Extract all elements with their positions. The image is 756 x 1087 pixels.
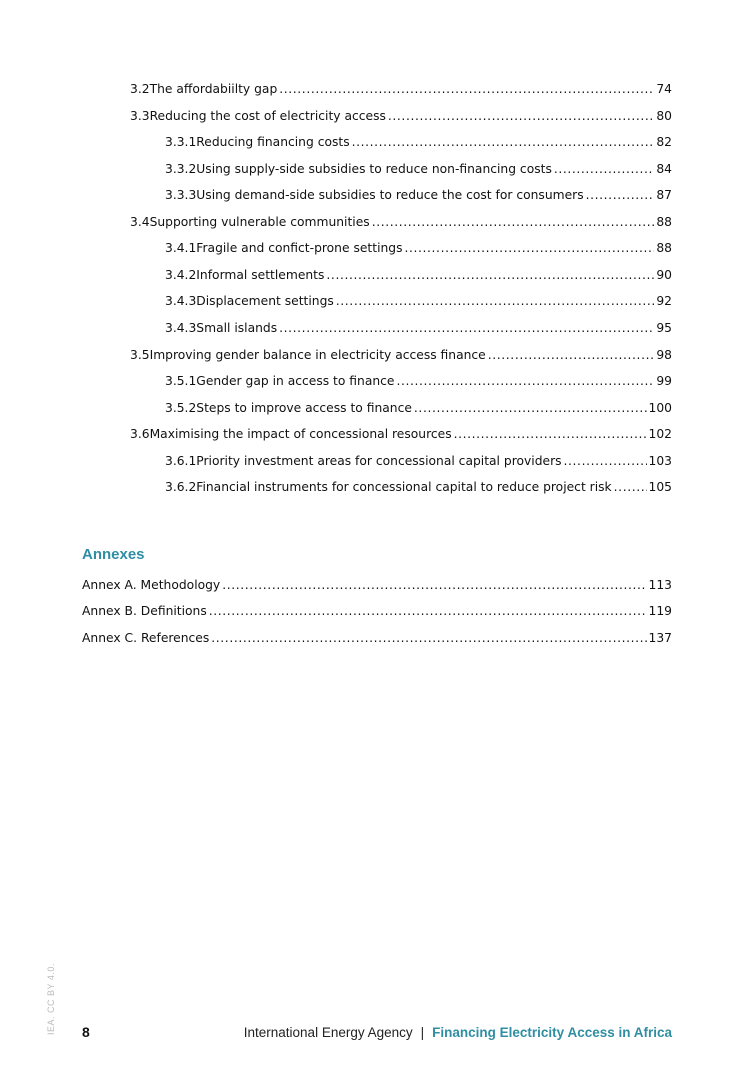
toc-entry-number: 3.5.2 <box>165 400 197 415</box>
annex-entry-title: Annex B. Definitions <box>82 604 207 619</box>
toc-entry[interactable] <box>130 348 672 368</box>
toc-entry-page: 98 <box>656 347 672 362</box>
toc-entry-title: Small islands <box>196 320 278 335</box>
toc-entry-number: 3.3.2 <box>165 161 197 176</box>
dot-leader <box>586 188 655 202</box>
toc-entry-number: 3.6 <box>130 427 150 442</box>
dot-leader <box>336 294 655 308</box>
toc-entry-title: Supporting vulnerable communities <box>149 214 370 229</box>
toc-entry-title: Financial instruments for concessional capital to reduce project risk <box>196 480 612 495</box>
toc-entry-title: Reducing the cost of electricity access <box>149 108 386 123</box>
toc-entry-number: 3.5 <box>130 347 150 362</box>
toc-entry-page: 74 <box>656 82 672 96</box>
footer <box>244 1025 672 1040</box>
toc-entry-page: 102 <box>648 427 672 442</box>
toc-entry-title: Reducing financing costs <box>196 135 350 150</box>
toc-entry-number: 3.6.1 <box>165 453 197 468</box>
dot-leader <box>352 135 655 149</box>
dot-leader <box>222 578 646 592</box>
toc-entry[interactable] <box>165 294 672 314</box>
dot-leader <box>211 631 646 645</box>
toc-entry-title: Displacement settings <box>196 294 334 309</box>
toc-entry-page: 82 <box>656 135 672 150</box>
toc-entry[interactable] <box>165 401 672 421</box>
toc-entry-page: 87 <box>656 188 672 203</box>
toc-entry[interactable] <box>165 268 672 288</box>
toc-entry-title: Gender gap in access to finance <box>196 374 395 389</box>
annex-entry[interactable] <box>82 604 672 624</box>
dot-leader <box>209 604 647 618</box>
toc-entry[interactable] <box>130 215 672 235</box>
toc-entry-number: 3.4.3 <box>165 294 197 309</box>
toc-entry-number: 3.6.2 <box>165 480 197 495</box>
toc-entry[interactable] <box>165 480 672 500</box>
toc-entry-title: Steps to improve access to finance <box>196 400 412 415</box>
toc-entry-title: The affordabiilty gap <box>149 82 278 96</box>
dot-leader <box>488 348 655 362</box>
toc-entry-page: 105 <box>648 480 672 495</box>
dot-leader <box>554 162 654 176</box>
annex-entry-title: Annex A. Methodology <box>82 578 221 592</box>
dot-leader <box>414 401 647 415</box>
toc-entry-number: 3.4.1 <box>165 241 197 256</box>
toc-entry[interactable] <box>130 427 672 447</box>
toc-entry-page: 95 <box>656 320 672 335</box>
dot-leader <box>326 268 654 282</box>
toc-entry-number: 3.3.1 <box>165 135 197 150</box>
footer-report-title: Financing Electricity Access in Africa <box>432 1025 672 1040</box>
footer-organization: International Energy Agency <box>243 1025 413 1040</box>
license-watermark: IEA. CC BY 4.0. <box>46 963 56 1035</box>
toc-entry-page: 88 <box>656 214 672 229</box>
toc-entry[interactable] <box>165 162 672 182</box>
toc-entry-number: 3.5.1 <box>165 374 197 389</box>
toc-entry-page: 80 <box>656 108 672 123</box>
toc-entry-number: 3.3.3 <box>165 188 197 203</box>
toc-entry-page: 84 <box>656 161 672 176</box>
toc-entry-page: 103 <box>648 453 672 468</box>
toc-entry[interactable] <box>165 374 672 394</box>
dot-leader <box>614 480 647 494</box>
toc-entry[interactable] <box>165 135 672 155</box>
toc-entry-page: 99 <box>656 374 672 389</box>
toc-entry[interactable] <box>165 241 672 261</box>
annexes-heading: Annexes <box>82 546 145 563</box>
dot-leader <box>564 454 647 468</box>
toc-entry-page: 88 <box>656 241 672 256</box>
toc-entry[interactable] <box>165 188 672 208</box>
annex-entry-page: 137 <box>648 630 672 645</box>
toc-entry-number: 3.2 <box>130 82 150 96</box>
toc-entry-number: 3.4.3 <box>165 320 197 335</box>
dot-leader <box>454 427 647 441</box>
annex-entry-page: 113 <box>648 578 672 592</box>
dot-leader <box>405 241 655 255</box>
toc-entry-title: Maximising the impact of concessional resources <box>149 427 452 442</box>
toc-entry-page: 92 <box>656 294 672 309</box>
toc-entry[interactable] <box>130 82 672 102</box>
toc-entry[interactable] <box>165 454 672 474</box>
toc-entry-title: Using supply-side subsidies to reduce non-financing costs <box>196 161 552 176</box>
toc-entry[interactable] <box>130 109 672 129</box>
toc-entry-title: Informal settlements <box>196 267 325 282</box>
toc-entry-page: 100 <box>648 400 672 415</box>
footer-page-number: 8 <box>82 1024 90 1040</box>
dot-leader <box>279 321 654 335</box>
annex-entry[interactable] <box>82 578 672 598</box>
toc-entry-page: 90 <box>656 267 672 282</box>
toc-entry-title: Improving gender balance in electricity access finance <box>149 347 486 362</box>
annex-entry[interactable] <box>82 631 672 651</box>
toc-entry-number: 3.3 <box>130 108 150 123</box>
dot-leader <box>388 109 654 123</box>
footer-separator: | <box>420 1025 425 1040</box>
annex-entry-title: Annex C. References <box>82 630 210 645</box>
toc-entry-number: 3.4.2 <box>165 267 197 282</box>
toc-entry-title: Using demand-side subsidies to reduce the cost for consumers <box>196 188 584 203</box>
toc-entry-title: Priority investment areas for concessional capital providers <box>196 453 562 468</box>
toc-entry-number: 3.4 <box>130 214 150 229</box>
dot-leader <box>397 374 655 388</box>
dot-leader <box>279 82 654 96</box>
toc-entry-title: Fragile and confict-prone settings <box>196 241 403 256</box>
annex-entry-page: 119 <box>648 604 672 619</box>
dot-leader <box>372 215 655 229</box>
toc-entry[interactable] <box>165 321 672 341</box>
